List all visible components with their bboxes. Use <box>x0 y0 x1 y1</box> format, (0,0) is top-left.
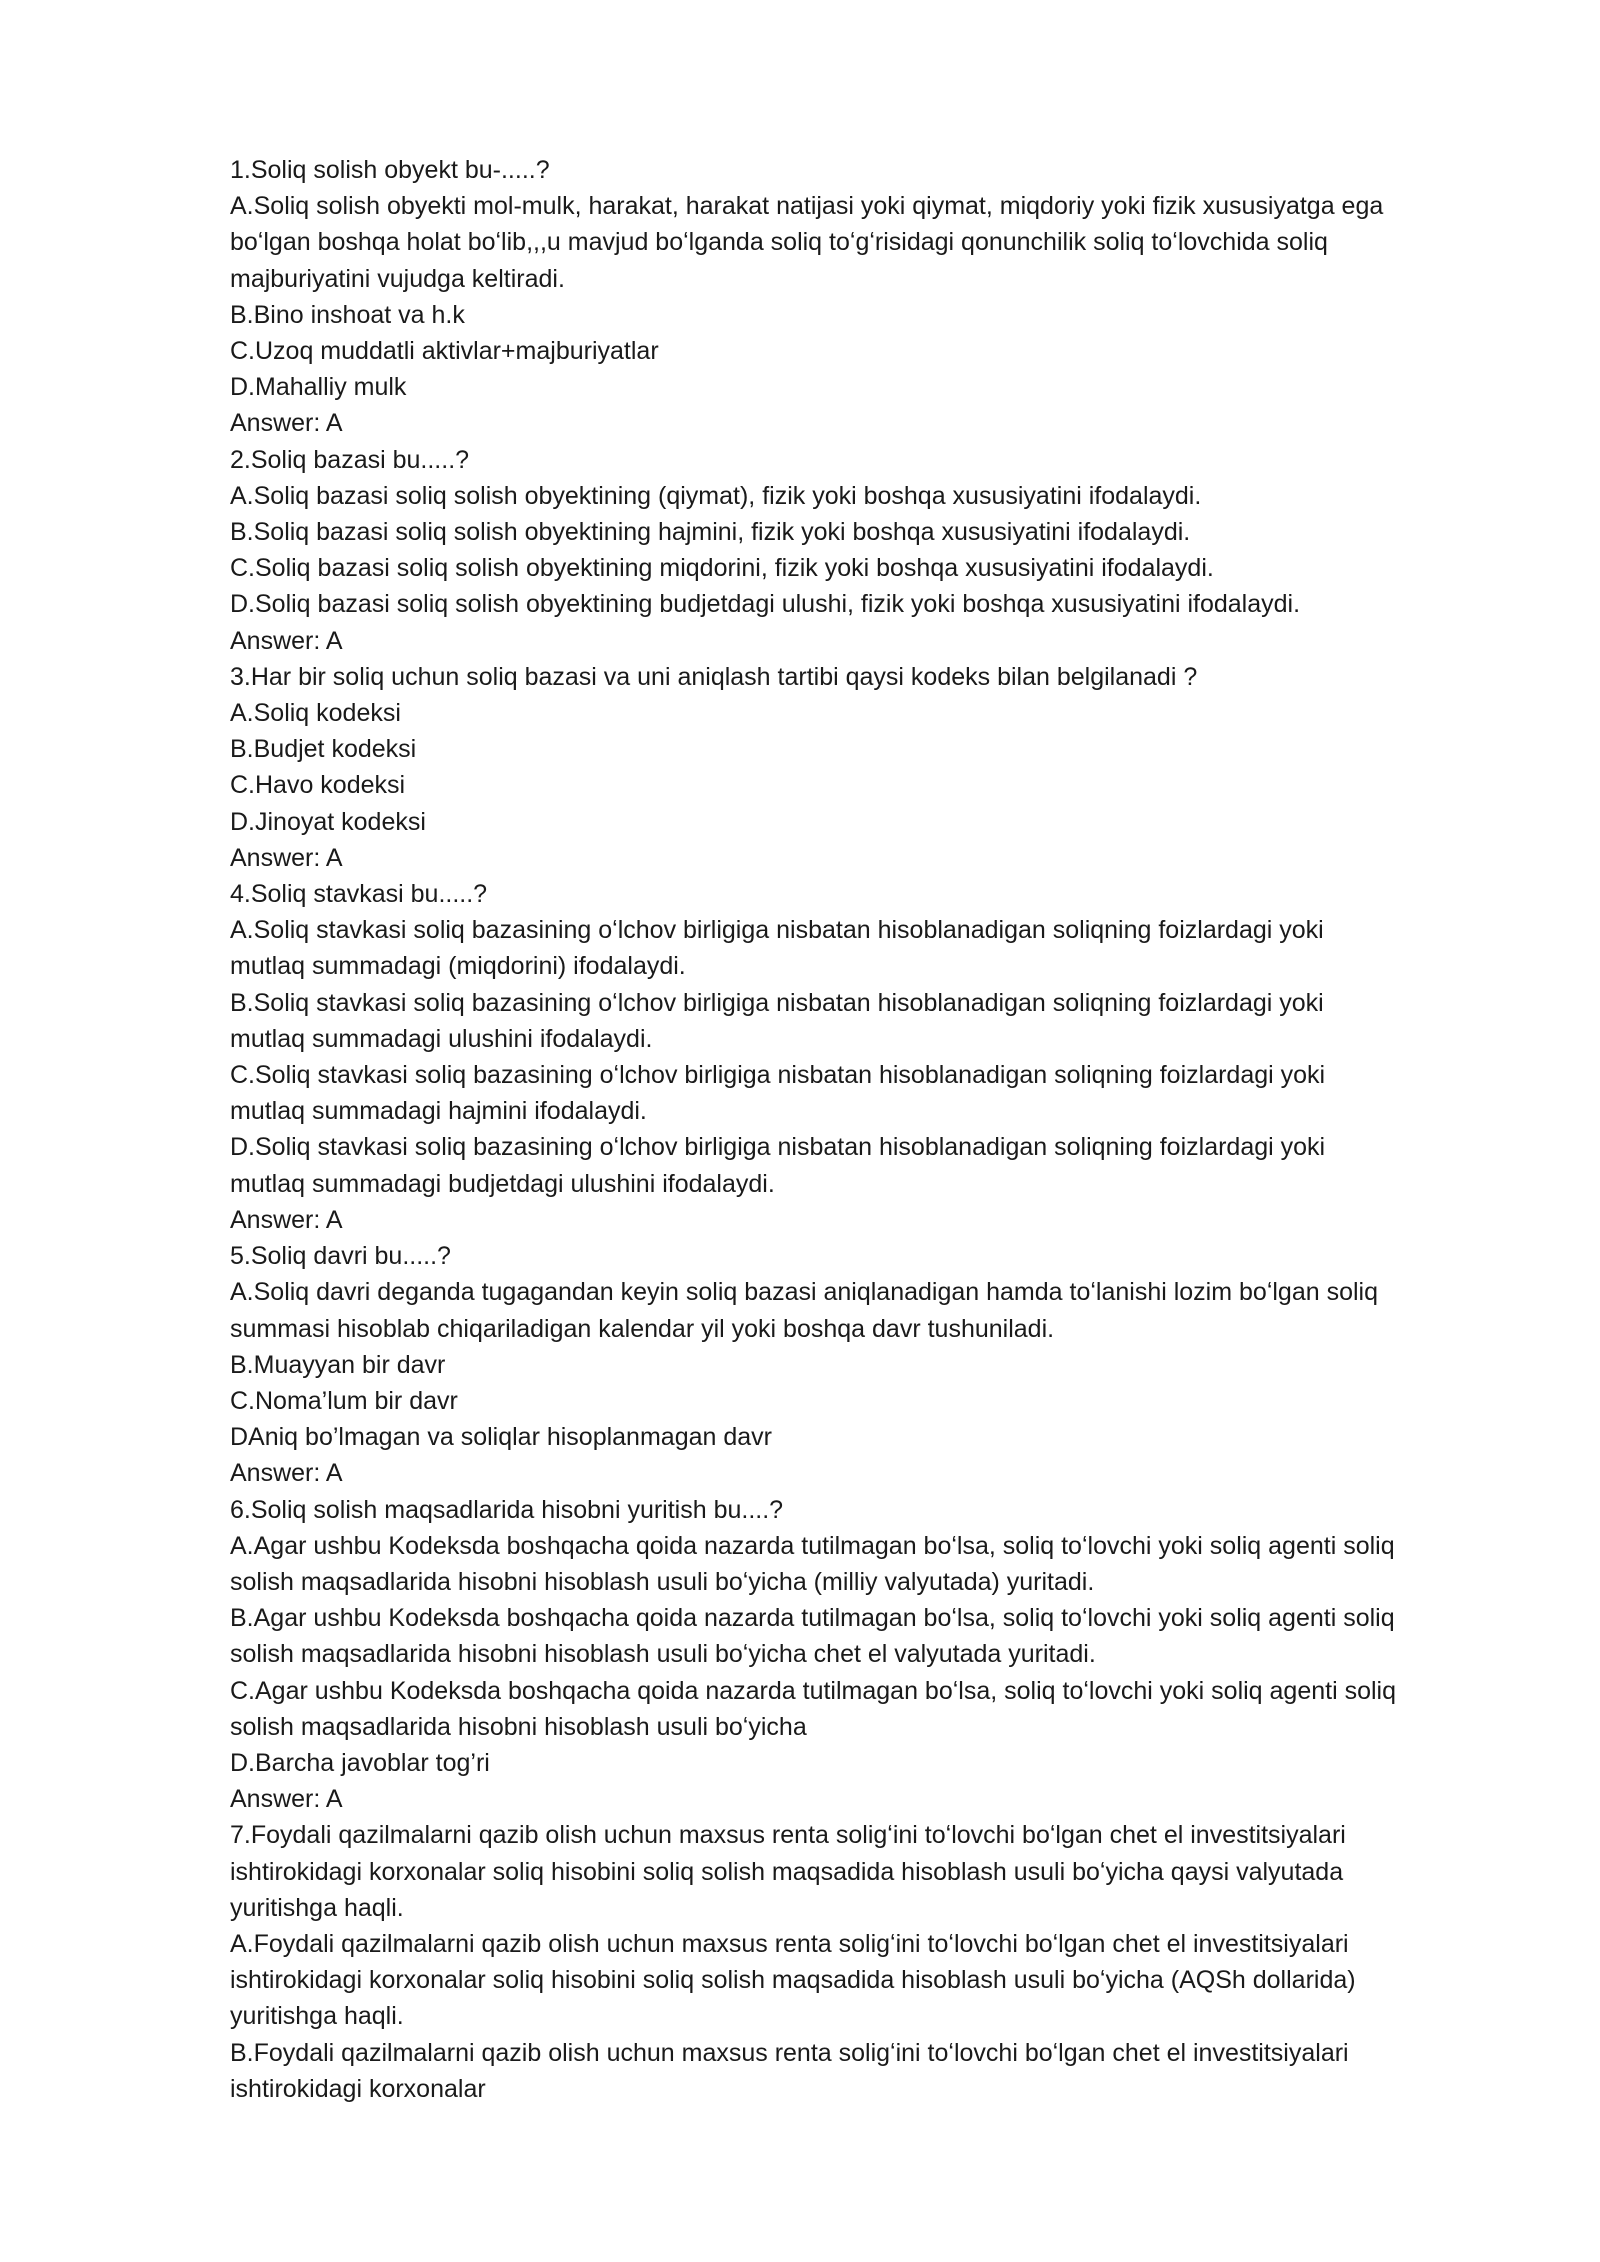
question-6-option-c-cont: solish maqsadlarida hisobni hisoblash usuli boʻyicha <box>230 1712 807 1741</box>
question-7-option-b: B.Foydali qazilmalarni qazib olish uchun maxsus renta soligʻini toʻlovchi boʻlgan chet el investitsiyalari <box>230 2038 1349 2067</box>
question-2-title: 2.Soliq bazasi bu.....? <box>230 445 470 474</box>
question-7-option-a-cont: ishtirokidagi korxonalar soliq hisobini soliq solish maqsadida hisoblash usuli boʻyicha (AQSh dollarida) <box>230 1966 1356 1995</box>
question-2-option-c: C.Soliq bazasi soliq solish obyektining miqdorini, fizik yoki boshqa xususiyatini ifodalaydi. <box>230 554 1214 583</box>
question-6-option-b: B.Agar ushbu Kodeksda boshqacha qoida nazarda tutilmagan boʻlsa, soliq toʻlovchi yoki soliq agenti soliq <box>230 1604 1395 1633</box>
question-5-option-a: A.Soliq davri deganda tugagandan keyin soliq bazasi aniqlanadigan hamda toʻlanishi lozim boʻlgan soliq <box>230 1278 1378 1307</box>
question-5-option-d: DAniq bo’lmagan va soliqlar hisoplanmagan davr <box>230 1423 772 1452</box>
question-1-answer: Answer: A <box>230 409 343 438</box>
question-3-option-b: B.Budjet kodeksi <box>230 735 417 764</box>
question-5-title: 5.Soliq davri bu.....? <box>230 1242 451 1271</box>
document-page <box>230 152 1500 2107</box>
question-1-title: 1.Soliq solish obyekt bu-.....? <box>230 156 550 184</box>
question-6-option-b-cont: solish maqsadlarida hisobni hisoblash usuli boʻyicha chet el valyutada yuritadi. <box>230 1640 1096 1669</box>
question-6-option-c: C.Agar ushbu Kodeksda boshqacha qoida nazarda tutilmagan boʻlsa, soliq toʻlovchi yoki soliq agenti soliq <box>230 1676 1397 1705</box>
question-6-option-d: D.Barcha javoblar tog’ri <box>230 1748 490 1777</box>
question-4-title: 4.Soliq stavkasi bu.....? <box>230 880 488 909</box>
question-5-option-a-cont: summasi hisoblab chiqariladigan kalendar yil yoki boshqa davr tushuniladi. <box>230 1314 1055 1343</box>
question-3-title: 3.Har bir soliq uchun soliq bazasi va uni aniqlash tartibi qaysi kodeks bilan belgilanadi ? <box>230 662 1198 691</box>
question-5-option-b: B.Muayyan bir davr <box>230 1350 446 1379</box>
question-4-answer: Answer: A <box>230 1205 343 1234</box>
question-1-option-a-cont: boʻlgan boshqa holat boʻlib,,,u mavjud boʻlganda soliq toʻgʻrisidagi qonunchilik soliq toʻlovchida soliq <box>230 228 1328 257</box>
question-7-option-b-cont: ishtirokidagi korxonalar <box>230 2074 486 2103</box>
question-1-option-c: C.Uzoq muddatli aktivlar+majburiyatlar <box>230 337 659 366</box>
question-4-option-b: B.Soliq stavkasi soliq bazasining oʻlchov birligiga nisbatan hisoblanadigan soliqning foizlardagi yoki <box>230 988 1324 1017</box>
question-4-option-d-cont: mutlaq summadagi budjetdagi ulushini ifodalaydi. <box>230 1169 775 1198</box>
question-7-option-a-cont: yuritishga haqli. <box>230 2002 404 2031</box>
question-7-title-cont: yuritishga haqli. <box>230 1893 404 1922</box>
question-3-option-c: C.Havo kodeksi <box>230 771 406 800</box>
question-4-option-c: C.Soliq stavkasi soliq bazasining oʻlchov birligiga nisbatan hisoblanadigan soliqning foizlardagi yoki <box>230 1061 1326 1090</box>
question-4-option-a-cont: mutlaq summadagi (miqdorini) ifodalaydi. <box>230 952 686 981</box>
question-7-title: 7.Foydali qazilmalarni qazib olish uchun maxsus renta soligʻini toʻlovchi boʻlgan chet el investitsiyalari <box>230 1821 1346 1850</box>
question-1-option-b: B.Bino inshoat va h.k <box>230 300 465 329</box>
question-1-option-a: A.Soliq solish obyekti mol-mulk, harakat, harakat natijasi yoki qiymat, miqdoriy yoki fizik xususiyatga ega <box>230 192 1384 221</box>
question-7-option-a: A.Foydali qazilmalarni qazib olish uchun maxsus renta soligʻini toʻlovchi boʻlgan chet el investitsiyalari <box>230 1929 1349 1958</box>
question-4-option-b-cont: mutlaq summadagi ulushini ifodalaydi. <box>230 1024 653 1053</box>
question-1-option-a-cont: majburiyatini vujudga keltiradi. <box>230 264 565 293</box>
question-3-option-a: A.Soliq kodeksi <box>230 699 401 728</box>
question-2-option-b: B.Soliq bazasi soliq solish obyektining hajmini, fizik yoki boshqa xususiyatini ifodalaydi. <box>230 518 1191 547</box>
question-4-option-d: D.Soliq stavkasi soliq bazasining oʻlchov birligiga nisbatan hisoblanadigan soliqning foizlardagi yoki <box>230 1133 1326 1162</box>
question-5-option-c: C.Noma’lum bir davr <box>230 1386 458 1415</box>
question-4-option-a: A.Soliq stavkasi soliq bazasining oʻlchov birligiga nisbatan hisoblanadigan soliqning foizlardagi yoki <box>230 916 1324 945</box>
question-1-option-d: D.Mahalliy mulk <box>230 373 407 402</box>
question-2-option-d: D.Soliq bazasi soliq solish obyektining budjetdagi ulushi, fizik yoki boshqa xususiyatini ifodalaydi. <box>230 590 1301 619</box>
question-3-option-d: D.Jinoyat kodeksi <box>230 807 426 836</box>
question-6-title: 6.Soliq solish maqsadlarida hisobni yuritish bu....? <box>230 1495 784 1524</box>
question-6-option-a-cont: solish maqsadlarida hisobni hisoblash usuli boʻyicha (milliy valyutada) yuritadi. <box>230 1567 1095 1596</box>
question-2-option-a: A.Soliq bazasi soliq solish obyektining (qiymat), fizik yoki boshqa xususiyatini ifodalaydi. <box>230 481 1202 510</box>
question-6-answer: Answer: A <box>230 1785 343 1814</box>
question-6-option-a: A.Agar ushbu Kodeksda boshqacha qoida nazarda tutilmagan boʻlsa, soliq toʻlovchi yoki soliq agenti soliq <box>230 1531 1395 1560</box>
question-3-answer: Answer: A <box>230 843 343 872</box>
question-4-option-c-cont: mutlaq summadagi hajmini ifodalaydi. <box>230 1097 647 1126</box>
question-5-answer: Answer: A <box>230 1459 343 1488</box>
question-2-answer: Answer: A <box>230 626 343 655</box>
question-7-title-cont: ishtirokidagi korxonalar soliq hisobini soliq solish maqsadida hisoblash usuli boʻyicha qaysi valyutada <box>230 1857 1344 1886</box>
